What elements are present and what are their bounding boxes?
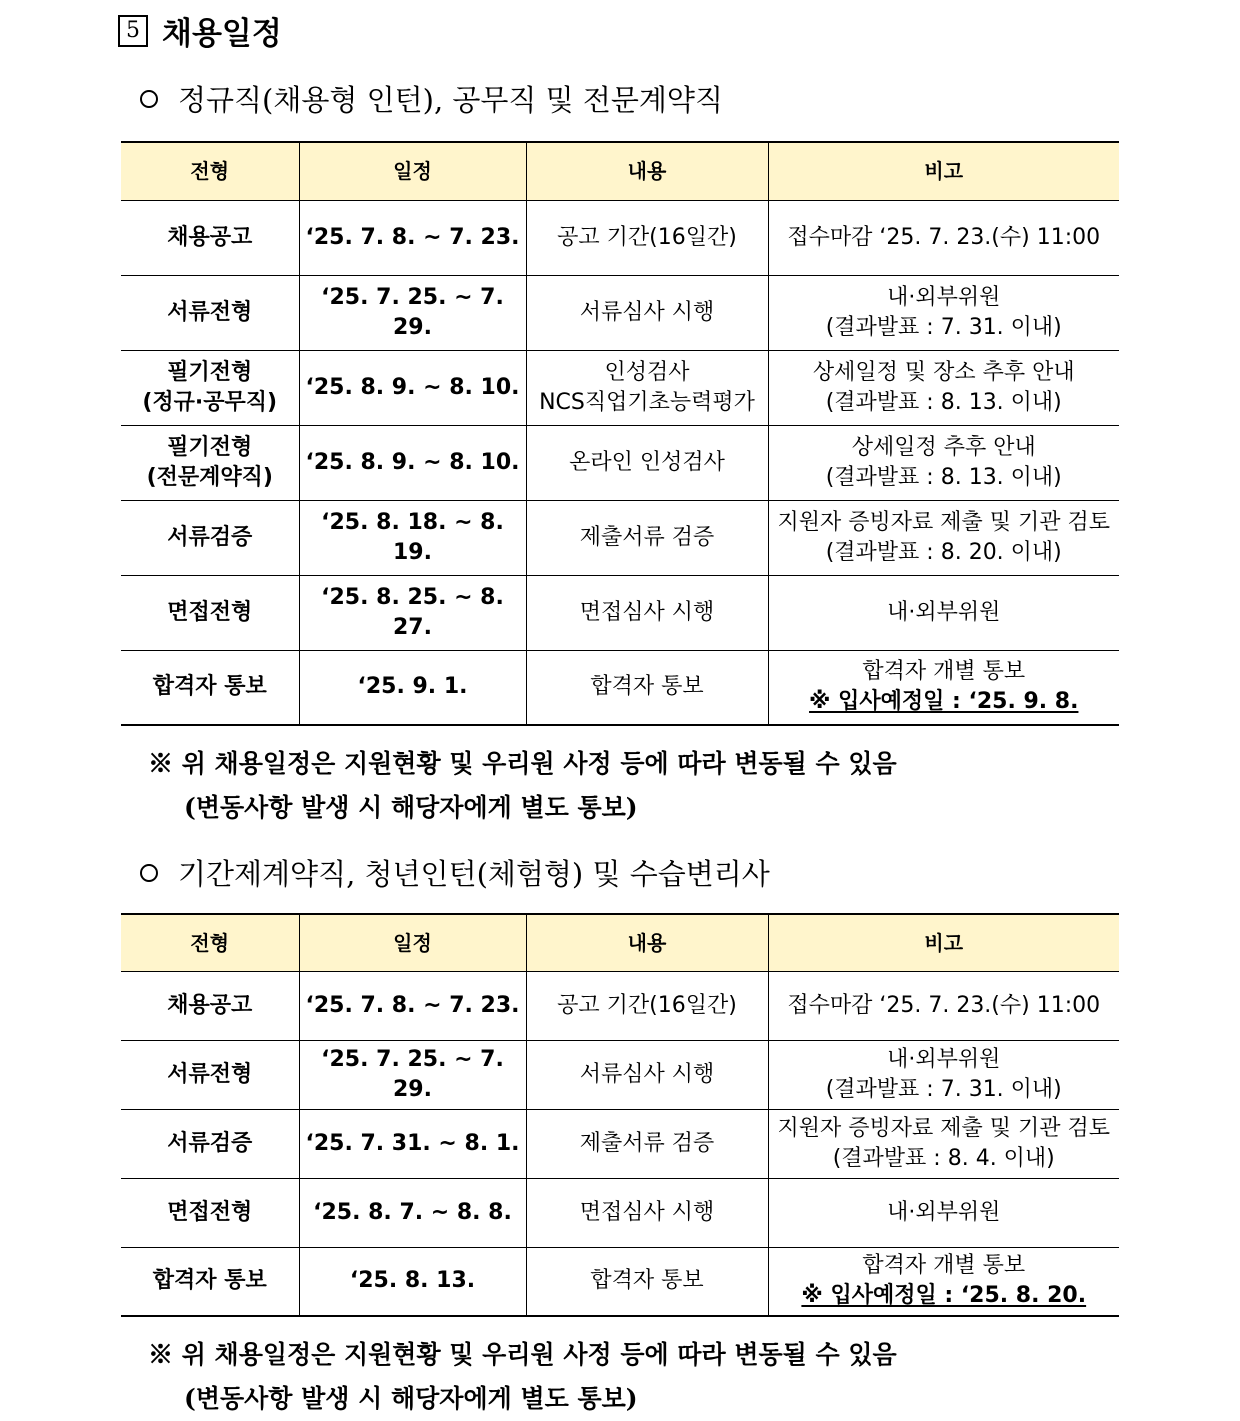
cell-note-line: 내·외부위원 bbox=[887, 1199, 1001, 1225]
cell-content bbox=[526, 1109, 768, 1178]
header-note: 비고 bbox=[768, 914, 1119, 971]
cell-type-line: 서류검증 bbox=[167, 524, 253, 550]
cell-note bbox=[768, 425, 1119, 500]
cell-type bbox=[121, 425, 299, 500]
group-heading-text: 정규직(채용형 인턴), 공무직 및 전문계약직 bbox=[178, 83, 723, 117]
cell-content bbox=[526, 575, 768, 650]
table-row bbox=[121, 1040, 1119, 1109]
cell-type bbox=[121, 1178, 299, 1247]
cell-date: ‘25. 8. 9. ~ 8. 10. bbox=[299, 425, 526, 500]
cell-note bbox=[768, 650, 1119, 725]
table-row bbox=[121, 500, 1119, 575]
cell-content bbox=[526, 1178, 768, 1247]
cell-note-line: (결과발표 : 7. 31. 이내) bbox=[825, 314, 1062, 340]
cell-note bbox=[768, 350, 1119, 425]
cell-note bbox=[768, 971, 1119, 1040]
cell-type bbox=[121, 200, 299, 275]
cell-content-line: 인성검사 bbox=[604, 359, 690, 385]
cell-note-line: 내·외부위원 bbox=[887, 1046, 1001, 1072]
cell-note-line: 접수마감 ‘25. 7. 23.(수) 11:00 bbox=[787, 224, 1101, 250]
section-title bbox=[118, 8, 282, 53]
cell-note-line: 지원자 증빙자료 제출 및 기관 검토 bbox=[777, 509, 1110, 535]
cell-note-line: 합격자 개별 통보 bbox=[862, 1253, 1026, 1279]
section-number: 5 bbox=[118, 15, 148, 47]
cell-note bbox=[768, 1040, 1119, 1109]
schedule-table-1 bbox=[121, 141, 1119, 726]
notice-line-2: (변동사항 발생 시 해당자에게 별도 통보) bbox=[184, 793, 638, 822]
cell-note bbox=[768, 500, 1119, 575]
cell-note bbox=[768, 1178, 1119, 1247]
cell-date: ‘25. 8. 25. ~ 8. 27. bbox=[299, 575, 526, 650]
cell-type bbox=[121, 971, 299, 1040]
cell-content bbox=[526, 650, 768, 725]
cell-type bbox=[121, 275, 299, 350]
schedule-table-2 bbox=[121, 913, 1119, 1317]
notice-1 bbox=[148, 742, 897, 830]
cell-content bbox=[526, 1040, 768, 1109]
cell-type-line: 서류검증 bbox=[167, 1130, 253, 1156]
group-heading-1 bbox=[140, 78, 723, 119]
cell-content-line: 서류심사 시행 bbox=[579, 299, 715, 325]
cell-type-line: 면접전형 bbox=[167, 599, 253, 625]
cell-type-line: 채용공고 bbox=[167, 224, 253, 250]
cell-note-line: (결과발표 : 8. 13. 이내) bbox=[825, 389, 1062, 415]
cell-note-line: (결과발표 : 8. 4. 이내) bbox=[832, 1145, 1055, 1171]
start-date-emphasis: ※ 입사예정일 : ‘25. 9. 8. bbox=[809, 689, 1079, 715]
cell-type bbox=[121, 1040, 299, 1109]
table-row bbox=[121, 1247, 1119, 1316]
cell-date: ‘25. 8. 13. bbox=[299, 1247, 526, 1316]
cell-type bbox=[121, 500, 299, 575]
notice-line-1: ※ 위 채용일정은 지원현황 및 우리원 사정 등에 따라 변동될 수 있음 bbox=[148, 1340, 897, 1369]
cell-note bbox=[768, 1247, 1119, 1316]
cell-date: ‘25. 7. 8. ~ 7. 23. bbox=[299, 971, 526, 1040]
cell-note-line: 합격자 개별 통보 bbox=[862, 659, 1026, 685]
header-content: 내용 bbox=[526, 914, 768, 971]
cell-content-line: 공고 기간(16일간) bbox=[557, 224, 737, 250]
cell-content-line: 서류심사 시행 bbox=[579, 1061, 715, 1087]
table-row bbox=[121, 200, 1119, 275]
cell-type-line: 서류전형 bbox=[167, 1061, 253, 1087]
cell-content bbox=[526, 275, 768, 350]
cell-content-line: 합격자 통보 bbox=[590, 1268, 704, 1294]
cell-type-line: 면접전형 bbox=[167, 1199, 253, 1225]
table-row bbox=[121, 350, 1119, 425]
cell-note-line: (결과발표 : 8. 20. 이내) bbox=[825, 539, 1062, 565]
cell-type bbox=[121, 350, 299, 425]
cell-type-line: (정규·공무직) bbox=[142, 389, 278, 415]
header-type: 전형 bbox=[121, 142, 299, 200]
cell-content bbox=[526, 200, 768, 275]
cell-note-line: (결과발표 : 8. 13. 이내) bbox=[825, 464, 1062, 490]
cell-note-line: 내·외부위원 bbox=[887, 284, 1001, 310]
cell-type-line: (전문계약직) bbox=[146, 464, 273, 490]
cell-type bbox=[121, 575, 299, 650]
circle-bullet-icon bbox=[140, 864, 158, 882]
table-header-row bbox=[121, 914, 1119, 971]
cell-date: ‘25. 7. 31. ~ 8. 1. bbox=[299, 1109, 526, 1178]
cell-content-line: 제출서류 검증 bbox=[579, 524, 715, 550]
circle-bullet-icon bbox=[140, 90, 158, 108]
cell-content-line: 면접심사 시행 bbox=[579, 1199, 715, 1225]
section-label: 채용일정 bbox=[162, 16, 282, 52]
header-date: 일정 bbox=[299, 914, 526, 971]
cell-type-line: 합격자 통보 bbox=[152, 674, 267, 700]
cell-date: ‘25. 9. 1. bbox=[299, 650, 526, 725]
cell-type-line: 채용공고 bbox=[167, 992, 253, 1018]
cell-note bbox=[768, 200, 1119, 275]
table-row bbox=[121, 1178, 1119, 1247]
cell-content bbox=[526, 971, 768, 1040]
table-row bbox=[121, 425, 1119, 500]
table-row bbox=[121, 650, 1119, 725]
cell-content-line: 제출서류 검증 bbox=[579, 1130, 715, 1156]
table-header-row bbox=[121, 142, 1119, 200]
cell-type-line: 합격자 통보 bbox=[152, 1268, 267, 1294]
notice-line-2: (변동사항 발생 시 해당자에게 별도 통보) bbox=[184, 1384, 638, 1413]
table-row bbox=[121, 1109, 1119, 1178]
cell-content-line: NCS직업기초능력평가 bbox=[539, 389, 755, 415]
cell-date: ‘25. 7. 8. ~ 7. 23. bbox=[299, 200, 526, 275]
cell-type bbox=[121, 1247, 299, 1316]
cell-type-line: 서류전형 bbox=[167, 299, 253, 325]
cell-note-line: 접수마감 ‘25. 7. 23.(수) 11:00 bbox=[787, 992, 1101, 1018]
cell-content bbox=[526, 425, 768, 500]
cell-date: ‘25. 8. 18. ~ 8. 19. bbox=[299, 500, 526, 575]
header-content: 내용 bbox=[526, 142, 768, 200]
cell-type bbox=[121, 1109, 299, 1178]
header-note: 비고 bbox=[768, 142, 1119, 200]
cell-date: ‘25. 7. 25. ~ 7. 29. bbox=[299, 275, 526, 350]
cell-date: ‘25. 7. 25. ~ 7. 29. bbox=[299, 1040, 526, 1109]
cell-note-line: 상세일정 및 장소 추후 안내 bbox=[812, 359, 1075, 385]
cell-note-line: 지원자 증빙자료 제출 및 기관 검토 bbox=[777, 1115, 1110, 1141]
start-date-emphasis: ※ 입사예정일 : ‘25. 8. 20. bbox=[801, 1283, 1087, 1309]
cell-content-line: 공고 기간(16일간) bbox=[557, 992, 737, 1018]
cell-type-line: 필기전형 bbox=[167, 359, 253, 385]
table-row bbox=[121, 971, 1119, 1040]
cell-type-line: 필기전형 bbox=[167, 434, 253, 460]
cell-note bbox=[768, 1109, 1119, 1178]
cell-content bbox=[526, 350, 768, 425]
table-row bbox=[121, 575, 1119, 650]
header-date: 일정 bbox=[299, 142, 526, 200]
cell-note-line: 상세일정 추후 안내 bbox=[851, 434, 1036, 460]
cell-content-line: 온라인 인성검사 bbox=[569, 449, 725, 475]
cell-content-line: 합격자 통보 bbox=[590, 674, 704, 700]
cell-date: ‘25. 8. 7. ~ 8. 8. bbox=[299, 1178, 526, 1247]
notice-2 bbox=[148, 1333, 897, 1421]
cell-content bbox=[526, 500, 768, 575]
group-heading-text: 기간제계약직, 청년인턴(체험형) 및 수습변리사 bbox=[178, 857, 770, 891]
cell-content bbox=[526, 1247, 768, 1316]
cell-note bbox=[768, 575, 1119, 650]
header-type: 전형 bbox=[121, 914, 299, 971]
cell-note-line: (결과발표 : 7. 31. 이내) bbox=[825, 1076, 1062, 1102]
table-row bbox=[121, 275, 1119, 350]
cell-note-line: 내·외부위원 bbox=[887, 599, 1001, 625]
cell-type bbox=[121, 650, 299, 725]
group-heading-2 bbox=[140, 852, 770, 893]
notice-line-1: ※ 위 채용일정은 지원현황 및 우리원 사정 등에 따라 변동될 수 있음 bbox=[148, 749, 897, 778]
cell-note bbox=[768, 275, 1119, 350]
cell-date: ‘25. 8. 9. ~ 8. 10. bbox=[299, 350, 526, 425]
cell-content-line: 면접심사 시행 bbox=[579, 599, 715, 625]
